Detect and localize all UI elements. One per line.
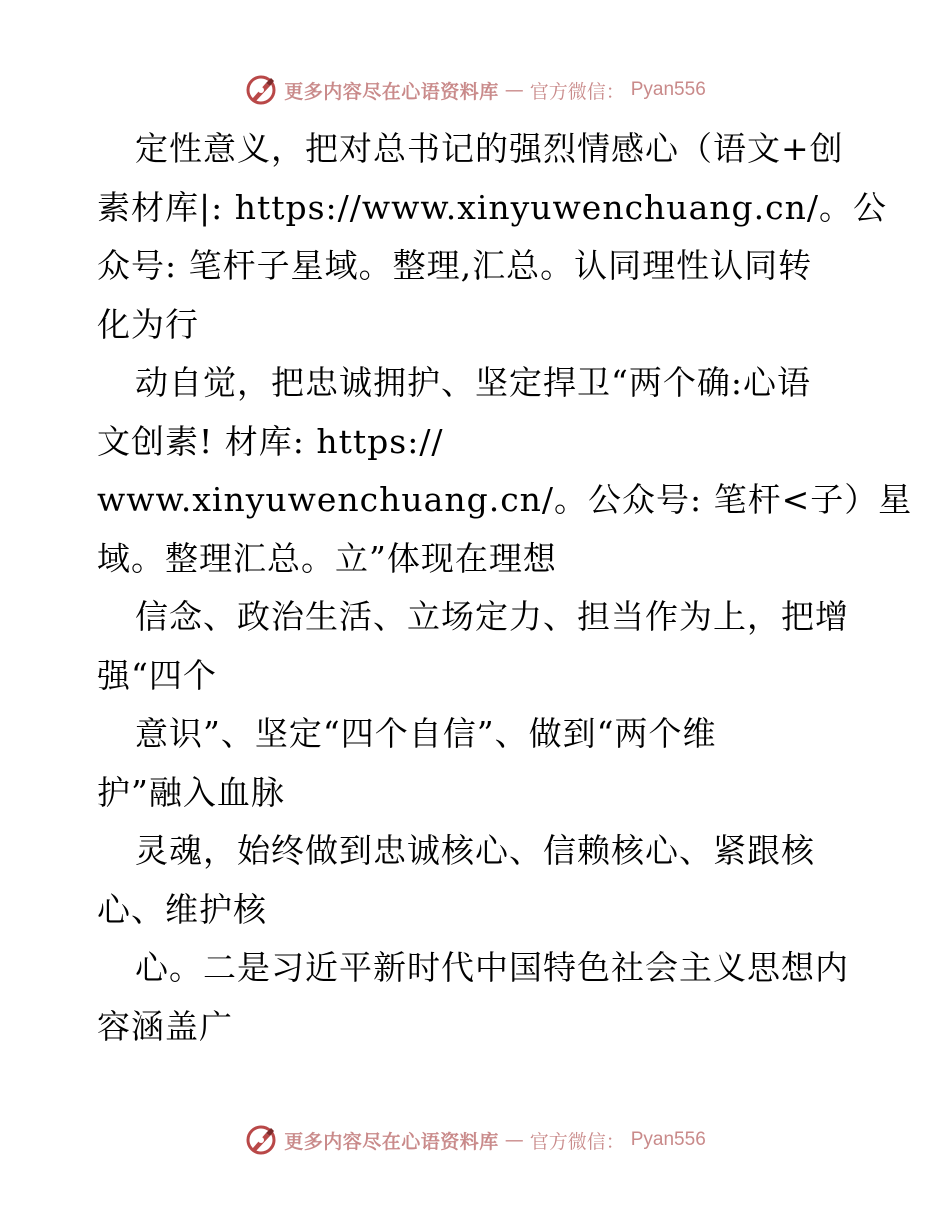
text-line: 灵魂，始终做到忠诚核心、信赖核心、紧跟核 — [135, 831, 815, 870]
text-line: 定性意义，把对总书记的强烈情感心（语文+创 — [135, 129, 844, 168]
document-body — [97, 120, 913, 1056]
banner-wechat-id: Pyan556 — [630, 1129, 706, 1150]
text-line: 护”融入血脉 — [97, 772, 285, 812]
text-line: 动自觉，把忠诚拥护、坚定捍卫“两个确:心语 — [135, 363, 811, 402]
text-line: 众号: 笔杆子星域。整理,汇总。认同理性认同转 — [97, 246, 813, 285]
text-line: 域。整理汇总。立”体现在理想 — [97, 538, 557, 578]
text-line: 文创素! 材库: https:// — [97, 421, 444, 461]
text-line: 心。二是习近平新时代中国特色社会主义思想内 — [135, 948, 849, 987]
text-line: 素材库|: https://www.xinyuwenchuang.cn/。公 — [97, 187, 887, 227]
footer-banner — [0, 1120, 950, 1160]
header-banner — [0, 70, 950, 110]
text-line: 化为行 — [97, 304, 199, 344]
banner-wechat-label: 官方微信： — [529, 1130, 625, 1153]
text-line: 容涵盖广 — [97, 1006, 233, 1046]
pen-logo-icon — [244, 1123, 278, 1157]
banner-title: 更多内容尽在心语资料库 — [284, 80, 499, 103]
banner-separator: — — [504, 79, 524, 101]
pen-logo-icon — [244, 73, 278, 107]
text-line: 意识”、坚定“四个自信”、做到“两个维 — [135, 714, 717, 753]
banner-title: 更多内容尽在心语资料库 — [284, 1130, 499, 1153]
text-line: www.xinyuwenchuang.cn/。公众号: 笔杆<子）星 — [97, 480, 913, 519]
banner-wechat-id: Pyan556 — [630, 79, 706, 100]
text-line: 强“四个 — [97, 655, 217, 695]
text-line: 心、维护核 — [97, 889, 267, 929]
banner-wechat-label: 官方微信： — [529, 80, 625, 103]
banner-separator: — — [504, 1129, 524, 1151]
text-line: 信念、政治生活、立场定力、担当作为上，把增 — [135, 597, 849, 636]
